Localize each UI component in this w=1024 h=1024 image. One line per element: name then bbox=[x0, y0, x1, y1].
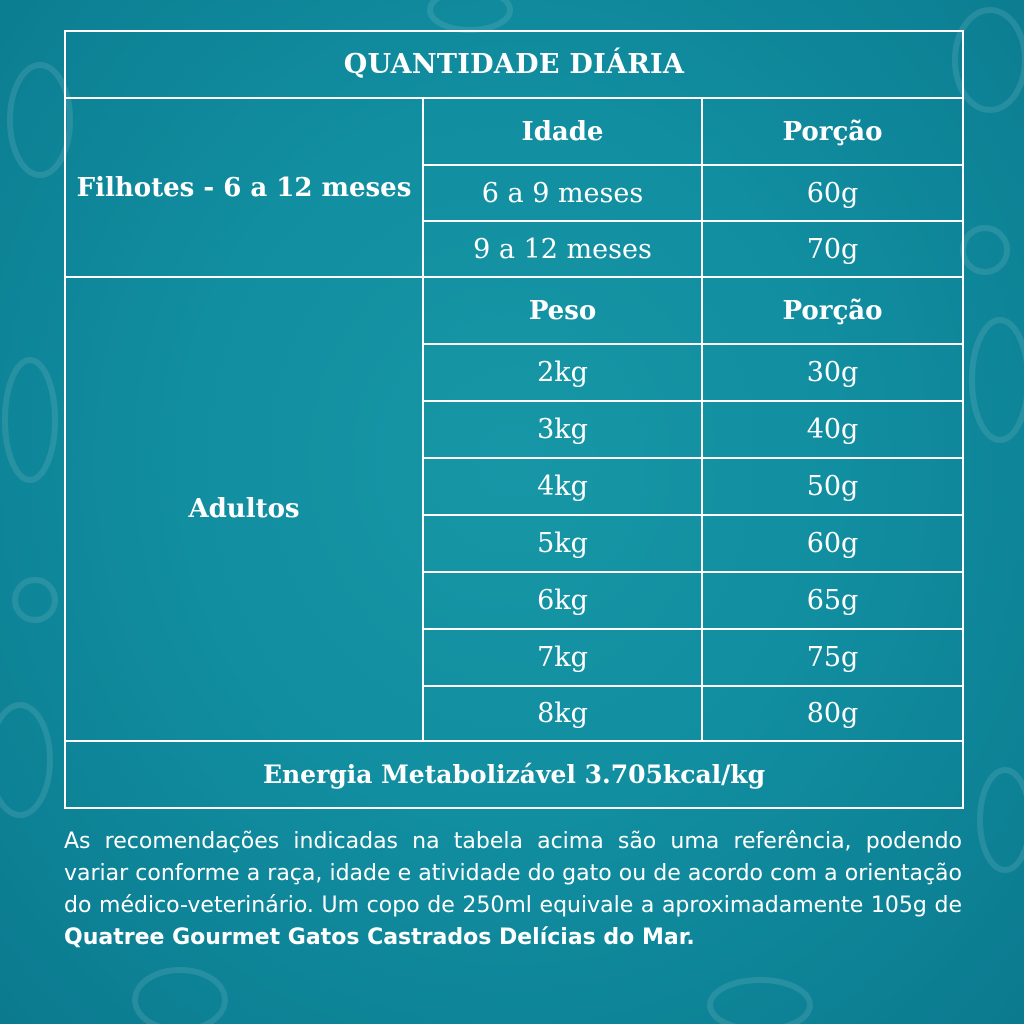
portion-cell: 60g bbox=[702, 165, 963, 221]
weight-cell: 7kg bbox=[423, 629, 702, 686]
portion-cell: 50g bbox=[702, 458, 963, 515]
puppies-label: Filhotes - 6 a 12 meses bbox=[65, 98, 423, 277]
weight-header: Peso bbox=[423, 277, 702, 344]
weight-cell: 2kg bbox=[423, 344, 702, 401]
age-header: Idade bbox=[423, 98, 702, 165]
product-name: Quatree Gourmet Gatos Castrados Delícias do Mar. bbox=[64, 925, 695, 950]
portion-header: Porção bbox=[702, 277, 963, 344]
portion-cell: 80g bbox=[702, 686, 963, 741]
age-cell: 6 a 9 meses bbox=[423, 165, 702, 221]
weight-cell: 6kg bbox=[423, 572, 702, 629]
portion-cell: 30g bbox=[702, 344, 963, 401]
portion-header: Porção bbox=[702, 98, 963, 165]
adults-label: Adultos bbox=[65, 277, 423, 741]
portion-cell: 65g bbox=[702, 572, 963, 629]
age-cell: 9 a 12 meses bbox=[423, 221, 702, 277]
weight-cell: 5kg bbox=[423, 515, 702, 572]
weight-cell: 8kg bbox=[423, 686, 702, 741]
portion-cell: 60g bbox=[702, 515, 963, 572]
weight-cell: 4kg bbox=[423, 458, 702, 515]
recommendation-note bbox=[64, 826, 962, 954]
table-title: QUANTIDADE DIÁRIA bbox=[65, 31, 963, 98]
weight-cell: 3kg bbox=[423, 401, 702, 458]
portion-cell: 70g bbox=[702, 221, 963, 277]
feeding-table bbox=[64, 30, 964, 809]
portion-cell: 40g bbox=[702, 401, 963, 458]
portion-cell: 75g bbox=[702, 629, 963, 686]
energy-footer: Energia Metabolizável 3.705kcal/kg bbox=[65, 741, 963, 808]
note-text: As recomendações indicadas na tabela acima são uma referência, podendo variar conforme a raça, idade e atividade do gato ou de acordo com a orientação do médico-veterinário. Um copo de 250ml equivale a aproximadamente 105g de bbox=[64, 829, 962, 918]
